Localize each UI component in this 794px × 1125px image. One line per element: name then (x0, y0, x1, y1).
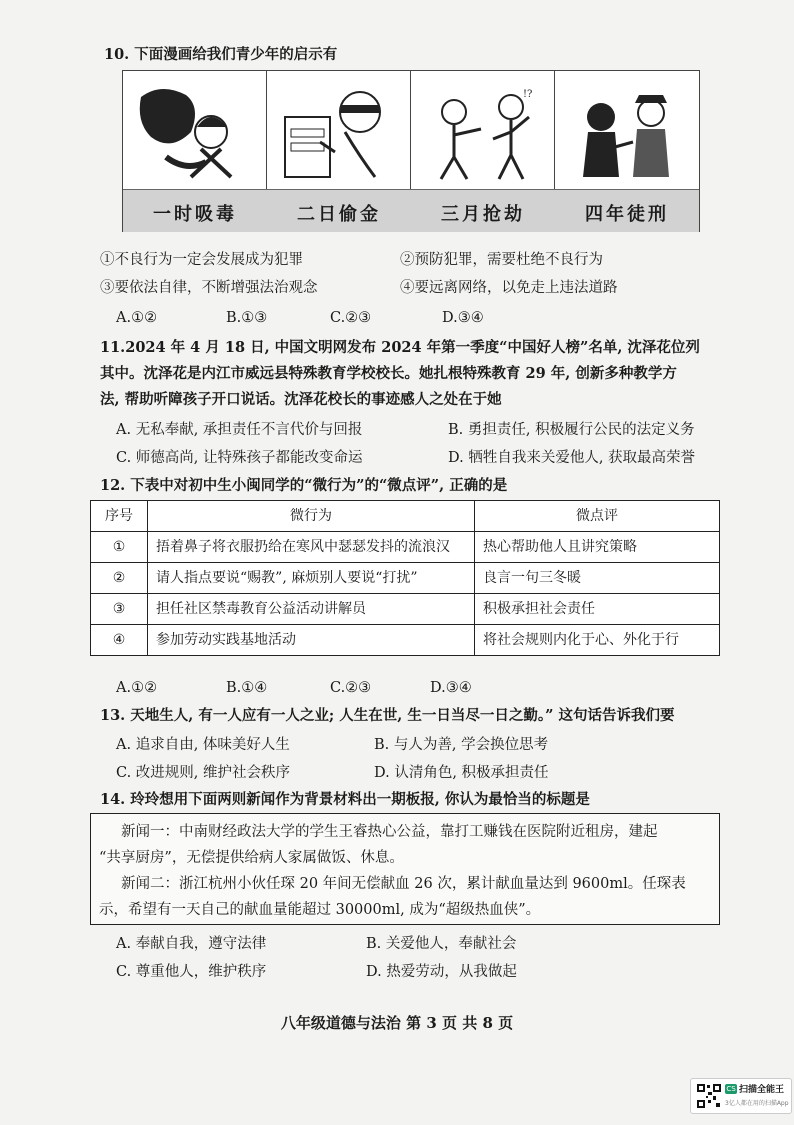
table-cell-behavior: 请人指点要说“赐教”, 麻烦别人要说“打扰” (148, 563, 475, 594)
page-footer: 八年级道德与法治 第 3 页 共 8 页 (280, 1014, 514, 1032)
comic-caption-1: 一时吸毒 (153, 204, 237, 225)
comic-panel-2 (267, 71, 411, 231)
table-cell-behavior: 参加劳动实践基地活动 (148, 625, 475, 656)
q14-news-box (90, 813, 720, 925)
q14-option-d: D. 热爱劳动，从我做起 (366, 964, 517, 980)
q14-option-b: B. 关爱他人，奉献社会 (366, 936, 517, 952)
q10-option-b: B.①③ (226, 310, 268, 326)
table-cell-comment: 积极承担社会责任 (475, 594, 720, 625)
table-row (91, 625, 720, 656)
q12-stem: 12. 下表中对初中生小闽同学的“微行为”的“微点评”, 正确的是 (100, 477, 508, 494)
q13-option-b: B. 与人为善, 学会换位思考 (374, 737, 549, 753)
table-cell-comment: 将社会规则内化于心、外化于行 (475, 625, 720, 656)
comic-caption-4: 四年徒刑 (585, 204, 669, 225)
q13-option-c: C. 改进规则, 维护社会秩序 (116, 765, 291, 781)
q11-option-c: C. 师德高尚, 让特殊孩子都能改变命运 (116, 450, 363, 466)
q10-option-d: D.③④ (442, 310, 484, 326)
q11-stem-line-1: 11.2024 年 4 月 18 日, 中国文明网发布 2024 年第一季度“中国好人榜”名单, 沈泽花位列 (100, 339, 700, 356)
table-cell-behavior: 捂着鼻子将衣服扔给在寒风中瑟瑟发抖的流浪汉 (148, 532, 475, 563)
q10-option-c: C.②③ (330, 310, 372, 326)
comic-caption-bar (267, 189, 411, 232)
table-cell-comment: 热心帮助他人且讲究策略 (475, 532, 720, 563)
table-cell-no: ② (91, 563, 148, 594)
q11-option-a: A. 无私奉献, 承担责任不言代价与回报 (116, 422, 363, 438)
table-row (91, 594, 720, 625)
robbery-illustration-icon (419, 77, 547, 189)
table-row (91, 532, 720, 563)
q10-stem: 10. 下面漫画给我们青少年的启示有 (104, 46, 338, 63)
q13-option-a: A. 追求自由, 体味美好人生 (116, 737, 290, 753)
qr-code-icon (696, 1083, 722, 1109)
q10-comic-strip (122, 70, 700, 232)
table-cell-no: ③ (91, 594, 148, 625)
table-cell-no: ④ (91, 625, 148, 656)
comic-caption-bar (411, 189, 555, 232)
arrest-illustration-icon (563, 77, 691, 189)
q12-table (90, 500, 720, 656)
q10-statement-2: ②预防犯罪，需要杜绝不良行为 (400, 252, 603, 268)
q14-option-a: A. 奉献自我，遵守法律 (116, 936, 267, 952)
comic-panel-4 (555, 71, 699, 231)
news-line: “共享厨房”，无偿提供给病人家属做饭、休息。 (99, 850, 404, 866)
stealing-illustration-icon (275, 77, 403, 189)
q14-option-c: C. 尊重他人，维护秩序 (116, 964, 267, 980)
scanner-brand-tagline: 3亿人都在用的扫描App (725, 1100, 789, 1107)
q10-option-a: A.①② (116, 310, 158, 326)
q10-statement-3: ③要依法自律，不断增强法治观念 (100, 280, 318, 296)
q14-stem: 14. 玲玲想用下面两则新闻作为背景材料出一期板报, 你认为最恰当的标题是 (100, 791, 590, 808)
drug-use-illustration-icon (131, 77, 259, 189)
scanner-watermark-badge (690, 1078, 792, 1114)
q11-stem-line-2: 其中。沈泽花是内江市威远县特殊教育学校校长。她扎根特殊教育 29 年, 创新多种教学方 (100, 365, 677, 382)
table-header-comment: 微点评 (475, 501, 720, 532)
q11-stem-line-3: 法, 帮助听障孩子开口说话。沈泽花校长的事迹感人之处在于她 (100, 391, 502, 408)
table-cell-behavior: 担任社区禁毒教育公益活动讲解员 (148, 594, 475, 625)
scanner-brand-name: 扫描全能王 (739, 1085, 785, 1095)
table-cell-comment: 良言一句三冬暖 (475, 563, 720, 594)
q10-statement-4: ④要远离网络，以免走上违法道路 (400, 280, 618, 296)
q12-option-a: A.①② (116, 680, 158, 696)
comic-panel-1 (123, 71, 267, 231)
camscanner-logo: CS (726, 1085, 736, 1093)
q11-option-b: B. 勇担责任, 积极履行公民的法定义务 (448, 422, 695, 438)
svg-text:!?: !? (523, 89, 533, 100)
q13-stem: 13. 天地生人, 有一人应有一人之业; 人生在世, 生一日当尽一日之勤。” 这句话告诉我们要 (100, 707, 675, 724)
news-line: 新闻一：中南财经政法大学的学生王睿热心公益，靠打工赚钱在医院附近租房，建起 (121, 824, 658, 840)
q12-option-d: D.③④ (430, 680, 472, 696)
table-header-no: 序号 (91, 501, 148, 532)
q12-option-b: B.①④ (226, 680, 268, 696)
comic-caption-bar (555, 189, 699, 232)
table-row (91, 563, 720, 594)
table-header-behavior: 微行为 (148, 501, 475, 532)
q13-option-d: D. 认清角色, 积极承担责任 (374, 765, 549, 781)
comic-caption-3: 三月抢劫 (441, 204, 525, 225)
news-line: 新闻二：浙江杭州小伙任琛 20 年间无偿献血 26 次，累计献血量达到 9600ml。任琛表 (121, 876, 686, 892)
table-header-row (91, 501, 720, 532)
comic-panel-3 (411, 71, 555, 231)
comic-caption-2: 二日偷金 (297, 204, 381, 225)
comic-caption-bar (123, 189, 267, 232)
news-line: 示，希望有一天自己的献血量能超过 30000ml, 成为“超级热血侠”。 (99, 902, 541, 918)
q12-option-c: C.②③ (330, 680, 372, 696)
table-cell-no: ① (91, 532, 148, 563)
q10-statement-1: ①不良行为一定会发展成为犯罪 (100, 252, 303, 268)
q11-option-d: D. 牺牲自我来关爱他人, 获取最高荣誉 (448, 450, 696, 466)
